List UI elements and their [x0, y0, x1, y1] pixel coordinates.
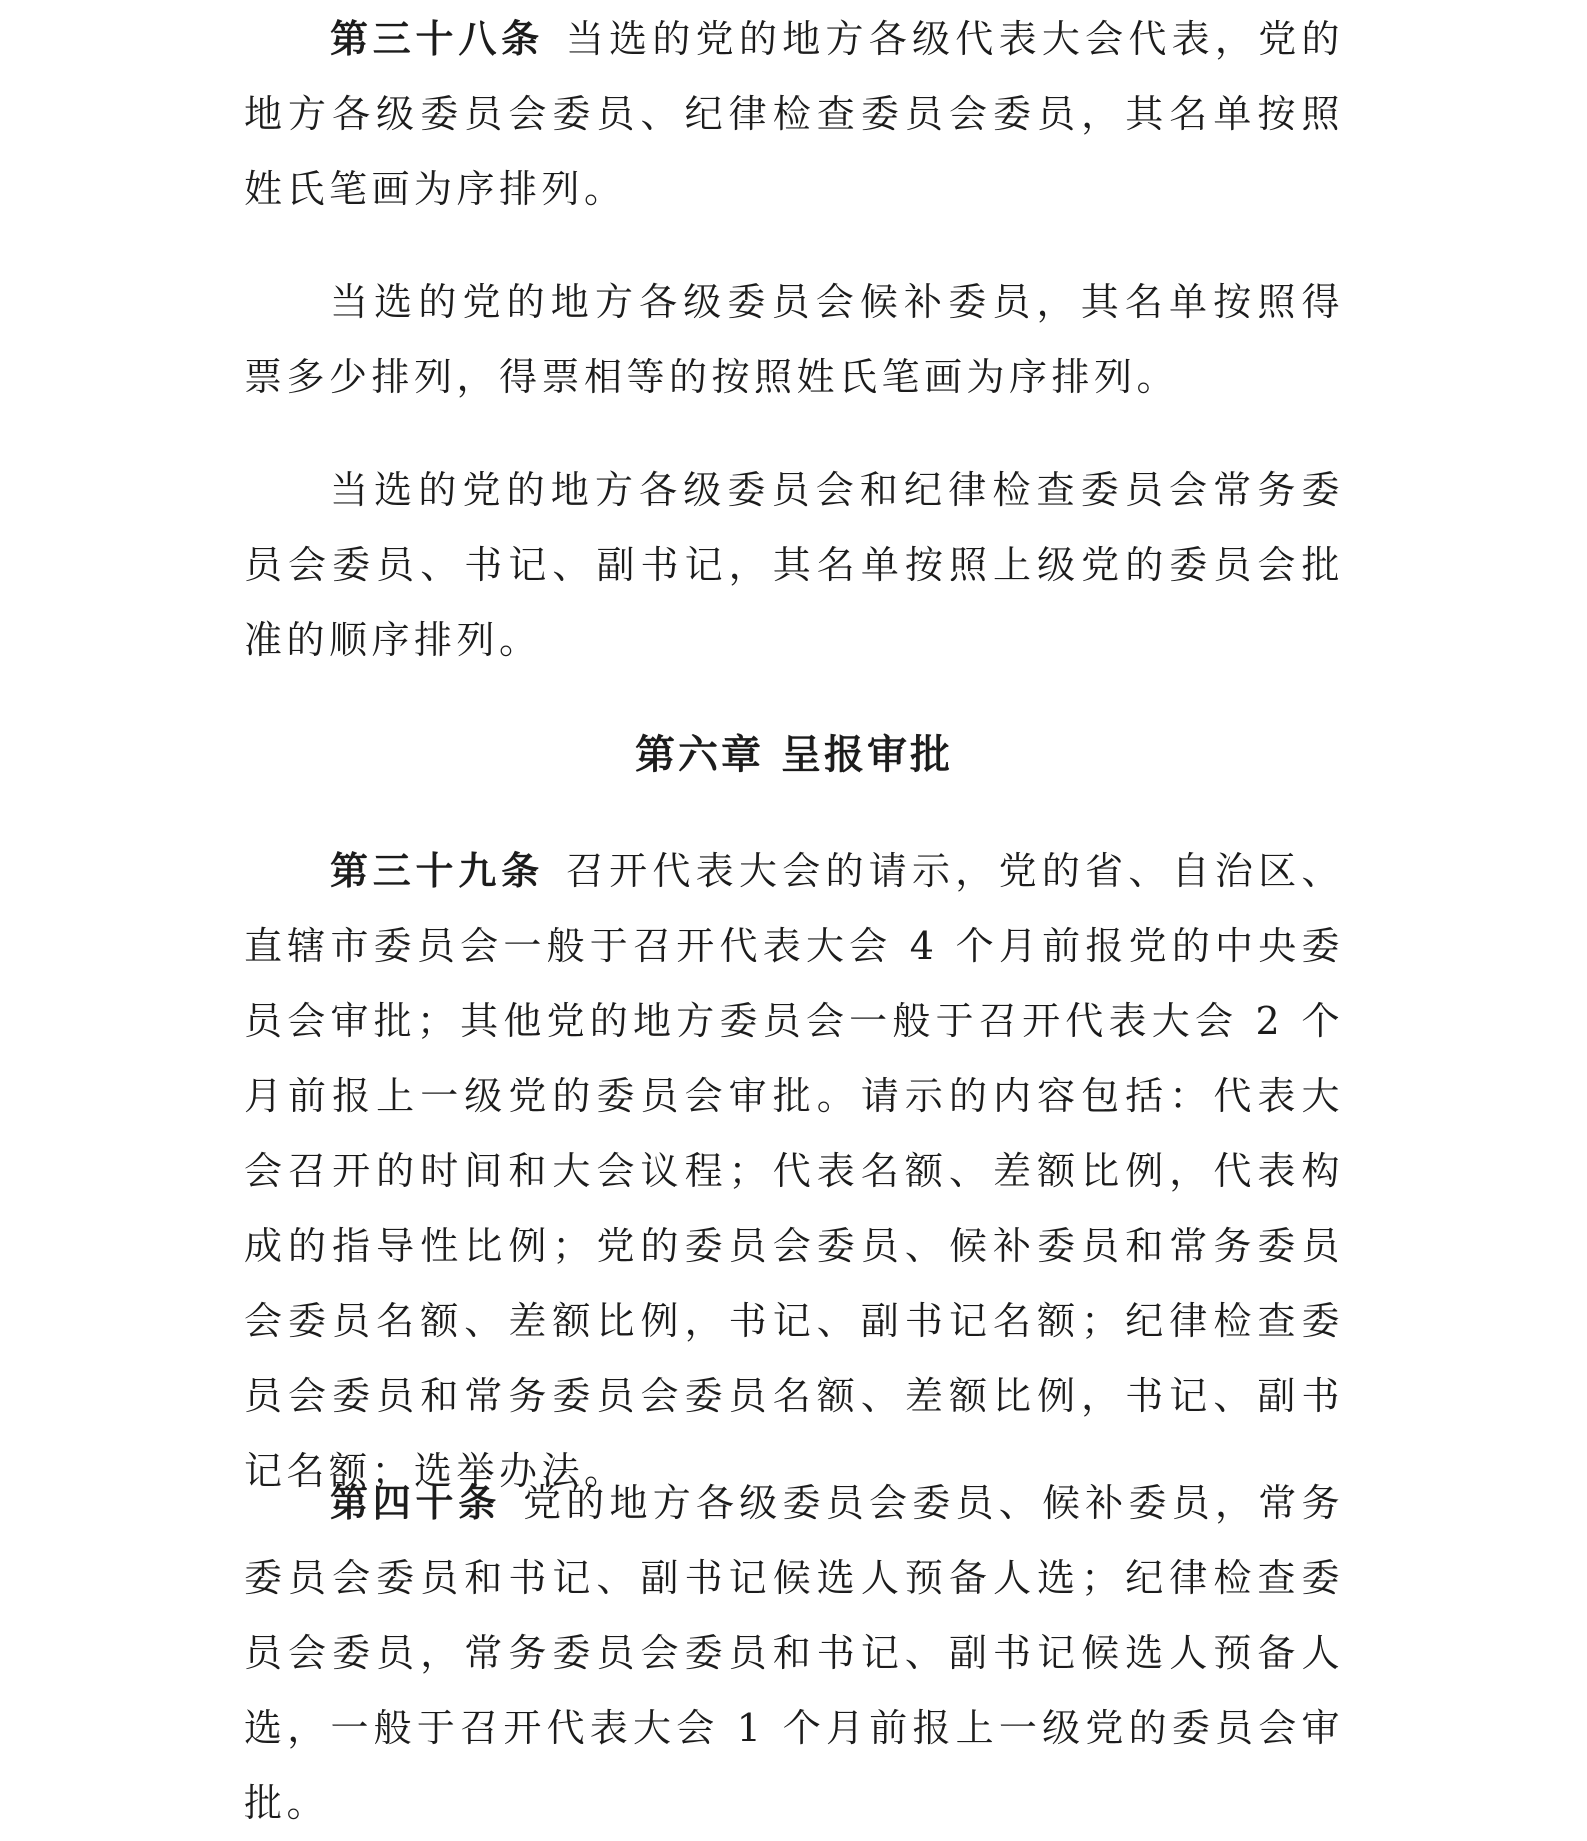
paragraph-standing-committee: 当选的党的地方各级委员会和纪律检查委员会常务委员会委员、书记、副书记，其名单按照上级党的委员会批准的顺序排列。 — [244, 468, 1344, 662]
paragraph-alternate-members: 当选的党的地方各级委员会候补委员，其名单按照得票多少排列，得票相等的按照姓氏笔画为序排列。 — [244, 280, 1344, 399]
article-39-label: 第三十九条 — [330, 849, 544, 893]
article-40-label: 第四十条 — [330, 1481, 501, 1525]
article-38-label: 第三十八条 — [330, 17, 544, 61]
article-39-paragraph — [244, 834, 1344, 1509]
article-40-paragraph — [244, 1466, 1344, 1841]
article-40-text: 党的地方各级委员会委员、候补委员，常务委员会委员和书记、副书记候选人预备人选；纪律检查委员会委员，常务委员会委员和书记、副书记候选人预备人选，一般于召开代表大会 1 个月前报上一级党的委员会审批。 — [244, 1481, 1344, 1825]
article-38-paragraph — [244, 2, 1344, 227]
article-39-text: 召开代表大会的请示，党的省、自治区、直辖市委员会一般于召开代表大会 4 个月前报党的中央委员会审批；其他党的地方委员会一般于召开代表大会 2 个月前报上一级党的委员会审批。请示的内容包括：代表大会召开的时间和大会议程；代表名额、差额比例，代表构成的指导性比例；党的委员会委员、候补委员和常务委员会委员名额、差额比例，书记、副书记名额；纪律检查委员会委员和常务委员会委员名额、差额比例，书记、副书记名额；选举办法。 — [244, 849, 1344, 1493]
chapter-title: 第六章 呈报审批 — [635, 732, 953, 778]
article-38-text: 当选的党的地方各级代表大会代表，党的地方各级委员会委员、纪律检查委员会委员，其名单按照姓氏笔画为序排列。 — [244, 17, 1344, 211]
